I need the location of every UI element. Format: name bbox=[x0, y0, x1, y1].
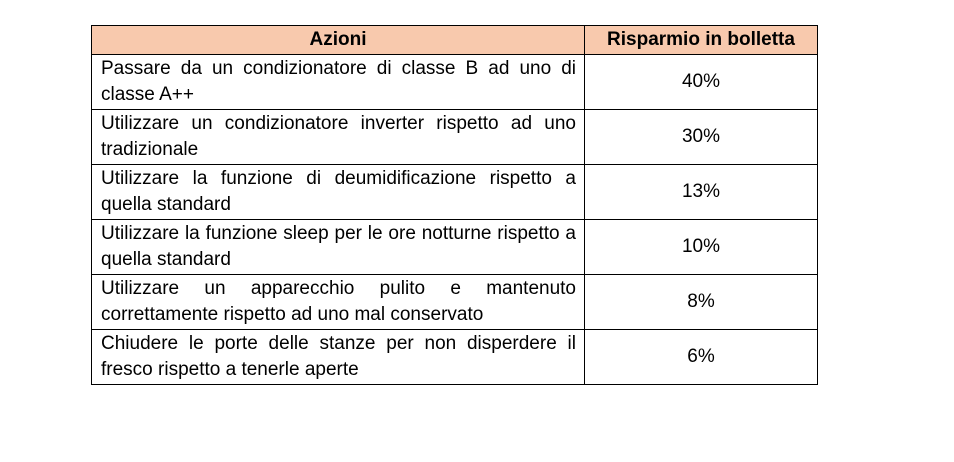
table-row bbox=[92, 330, 818, 385]
table-row bbox=[92, 55, 818, 110]
saving-cell: 8% bbox=[585, 275, 818, 330]
action-cell: Chiudere le porte delle stanze per non disperdere il fresco rispetto a tenerle aperte bbox=[92, 330, 585, 385]
table-header-row bbox=[92, 26, 818, 55]
table-row bbox=[92, 220, 818, 275]
saving-cell: 10% bbox=[585, 220, 818, 275]
action-cell: Utilizzare la funzione sleep per le ore notturne rispetto a quella standard bbox=[92, 220, 585, 275]
action-cell: Utilizzare la funzione di deumidificazione rispetto a quella standard bbox=[92, 165, 585, 220]
saving-cell: 13% bbox=[585, 165, 818, 220]
action-cell: Utilizzare un condizionatore inverter rispetto ad uno tradizionale bbox=[92, 110, 585, 165]
header-bill-saving: Risparmio in bolletta bbox=[585, 26, 818, 55]
saving-cell: 6% bbox=[585, 330, 818, 385]
saving-cell: 40% bbox=[585, 55, 818, 110]
table-row bbox=[92, 110, 818, 165]
saving-cell: 30% bbox=[585, 110, 818, 165]
header-actions: Azioni bbox=[92, 26, 585, 55]
savings-table bbox=[91, 25, 818, 385]
table-row bbox=[92, 165, 818, 220]
action-cell: Utilizzare un apparecchio pulito e mantenuto correttamente rispetto ad uno mal conservato bbox=[92, 275, 585, 330]
action-cell: Passare da un condizionatore di classe B ad uno di classe A++ bbox=[92, 55, 585, 110]
table-row bbox=[92, 275, 818, 330]
